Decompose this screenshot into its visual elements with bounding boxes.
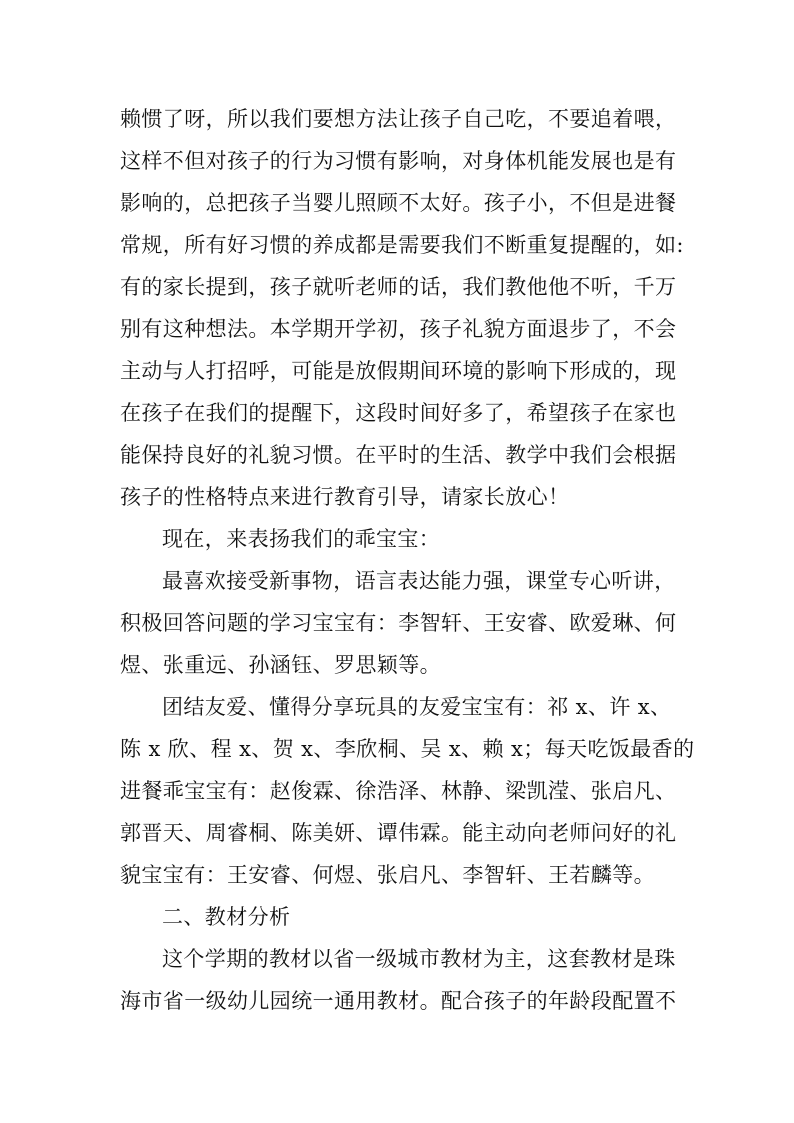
paragraph-line: 团结友爱、懂得分享玩具的友爱宝宝有：祁 x、许 x、: [162, 695, 672, 719]
paragraph-line: 别有这种想法。本学期开学初，孩子礼貌方面退步了，不会: [120, 317, 677, 341]
paragraph-line: 进餐乖宝宝有：赵俊霖、徐浩泽、林静、梁凯滢、张启凡、: [120, 779, 677, 803]
paragraph-line: 积极回答问题的学习宝宝有：李智轩、王安睿、欧爱琳、何: [120, 611, 677, 635]
paragraph-line: 陈 x 欣、程 x、贺 x、李欣桐、吴 x、赖 x；每天吃饭最香的: [120, 737, 695, 761]
paragraph-line: 常规，所有好习惯的养成都是需要我们不断重复提醒的，如:: [120, 233, 684, 257]
paragraph-line: 在孩子在我们的提醒下，这段时间好多了，希望孩子在家也: [120, 401, 677, 425]
paragraph-line: 现在，来表扬我们的乖宝宝：: [162, 527, 441, 551]
paragraph-line: 海市省一级幼儿园统一通用教材。配合孩子的年龄段配置不: [120, 989, 677, 1013]
paragraph-line: 有的家长提到，孩子就听老师的话，我们教他他不听，千万: [120, 275, 677, 299]
paragraph-line: 主动与人打招呼，可能是放假期间环境的影响下形成的，现: [120, 359, 677, 383]
paragraph-line: 煜、张重远、孙涵钰、罗思颖等。: [120, 653, 441, 677]
paragraph-line: 最喜欢接受新事物，语言表达能力强，课堂专心听讲，: [162, 569, 676, 593]
paragraph-line: 影响的，总把孩子当婴儿照顾不太好。孩子小，不但是进餐: [120, 191, 677, 215]
document-page: [120, 98, 695, 1022]
paragraph-line: 这个学期的教材以省一级城市教材为主，这套教材是珠: [162, 947, 676, 971]
paragraph-line: 赖惯了呀，所以我们要想方法让孩子自己吃，不要追着喂，: [120, 107, 677, 131]
section-heading: 二、教材分析: [162, 905, 291, 929]
paragraph-line: 貌宝宝有：王安睿、何煜、张启凡、李智轩、王若麟等。: [120, 863, 655, 887]
paragraph-line: 孩子的性格特点来进行教育引导，请家长放心！: [120, 485, 570, 509]
paragraph-line: 能保持良好的礼貌习惯。在平时的生活、教学中我们会根据: [120, 443, 677, 467]
paragraph-line: 这样不但对孩子的行为习惯有影响，对身体机能发展也是有: [120, 149, 677, 173]
paragraph-line: 郭晋天、周睿桐、陈美妍、谭伟霖。能主动向老师问好的礼: [120, 821, 677, 845]
